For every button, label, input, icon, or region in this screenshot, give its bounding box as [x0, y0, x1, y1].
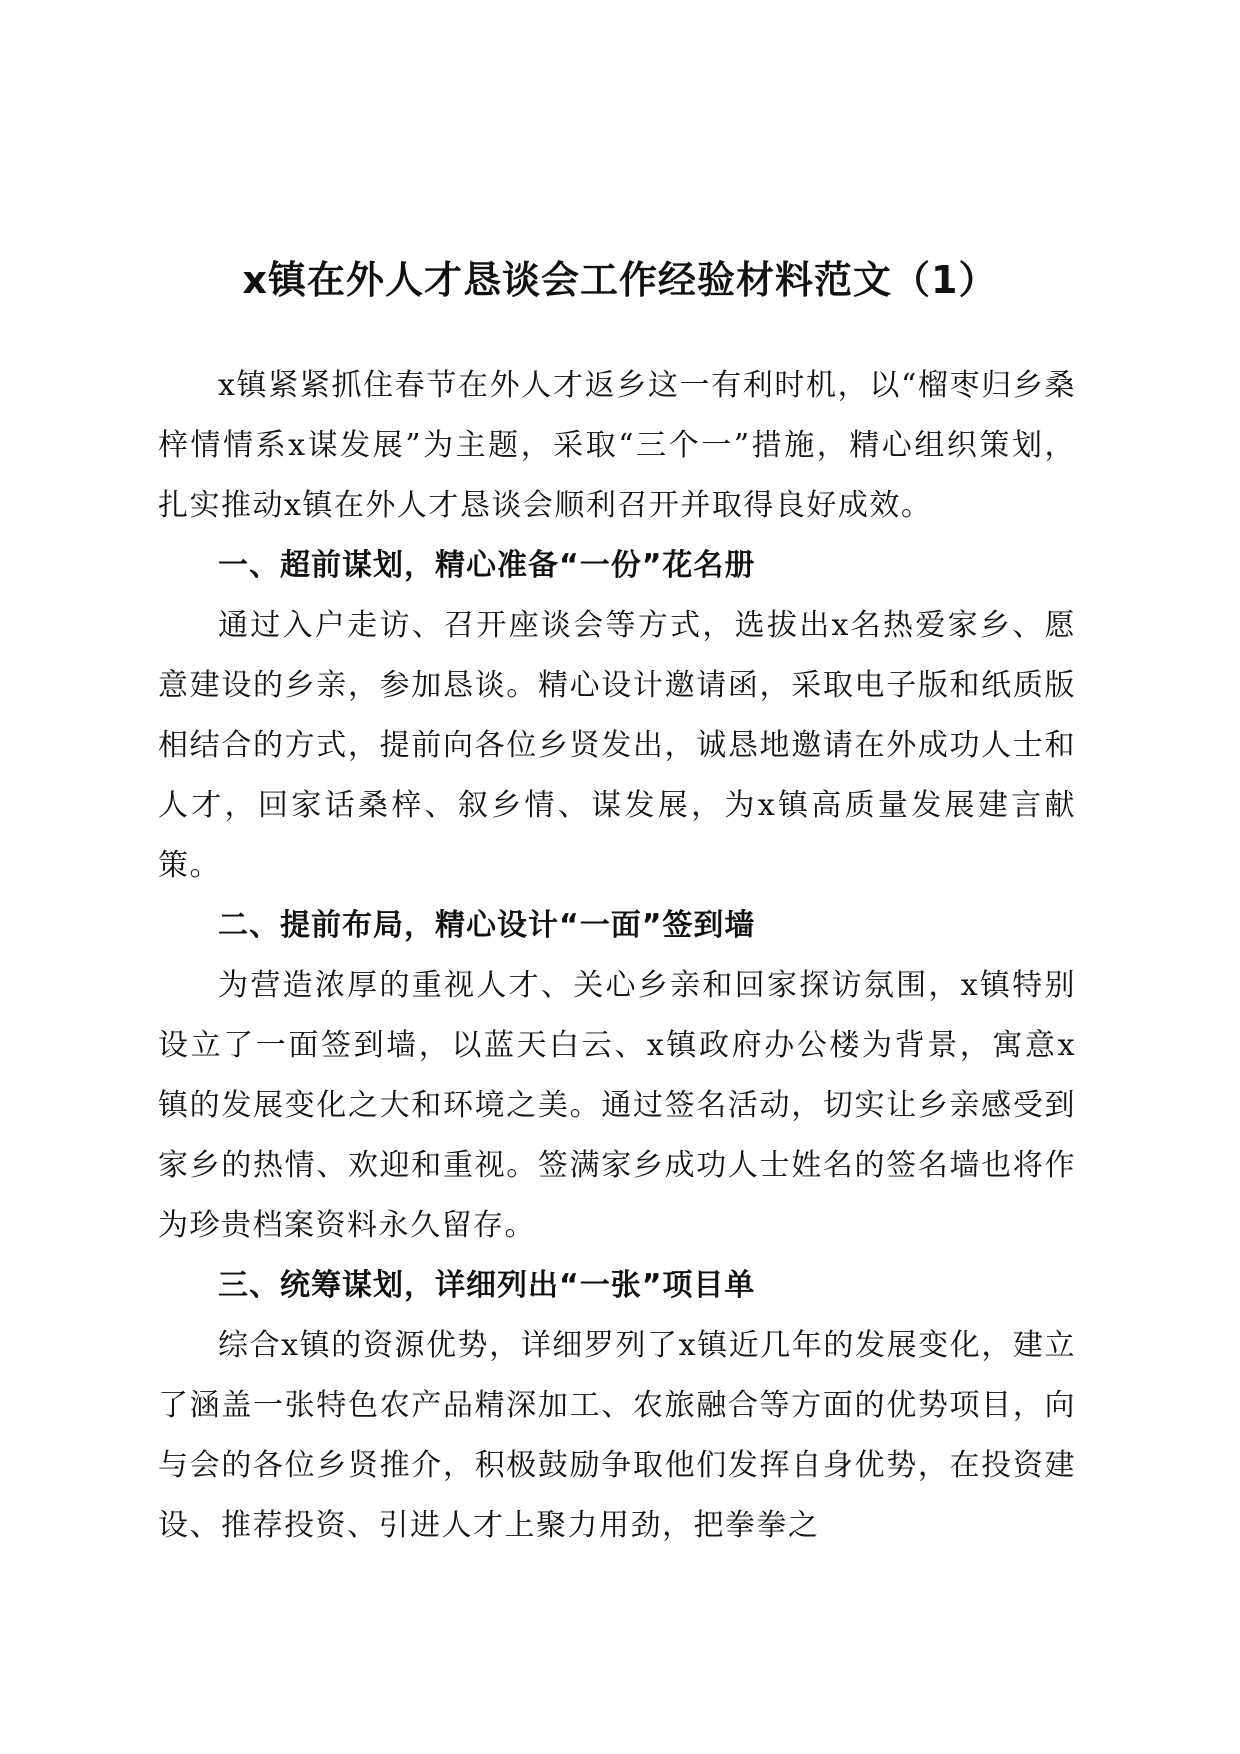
section-paragraph-2: 为营造浓厚的重视人才、关心乡亲和回家探访氛围，x镇特别设立了一面签到墙，以蓝天白云、x镇政府办公楼为背景，寓意x镇的发展变化之大和环境之美。通过签名活动，切实让乡亲感受到家乡的热情、欢迎和重视。签满家乡成功人士姓名的签名墙也将作为珍贵档案资料永久留存。 — [158, 968, 1076, 1243]
section-heading-3: 三、统筹谋划，详细列出“一张”项目单 — [218, 1268, 756, 1303]
section-heading-1: 一、超前谋划，精心准备“一份”花名册 — [218, 548, 756, 583]
section-heading-2: 二、提前布局，精心设计“一面”签到墙 — [218, 908, 756, 943]
document-title: x镇在外人才恳谈会工作经验材料范文（1） — [242, 258, 998, 302]
section-paragraph-3: 综合x镇的资源优势，详细罗列了x镇近几年的发展变化，建立了涵盖一张特色农产品精深加工、农旅融合等方面的优势项目，向与会的各位乡贤推介，积极鼓励争取他们发挥自身优势，在投资建设、推荐投资、引进人才上聚力用劲，把拳拳之 — [158, 1328, 1076, 1543]
section-paragraph-1: 通过入户走访、召开座谈会等方式，选拔出x名热爱家乡、愿意建设的乡亲，参加恳谈。精心设计邀请函，采取电子版和纸质版相结合的方式，提前向各位乡贤发出，诚恳地邀请在外成功人士和人才，回家话桑梓、叙乡情、谋发展，为x镇高质量发展建言献策。 — [158, 608, 1076, 883]
intro-paragraph: x镇紧紧抓住春节在外人才返乡这一有利时机，以“榴枣归乡桑梓情情系x谋发展”为主题，采取“三个一”措施，精心组织策划，扎实推动x镇在外人才恳谈会顺利召开并取得良好成效。 — [158, 368, 1076, 523]
document-body — [158, 356, 1076, 1556]
